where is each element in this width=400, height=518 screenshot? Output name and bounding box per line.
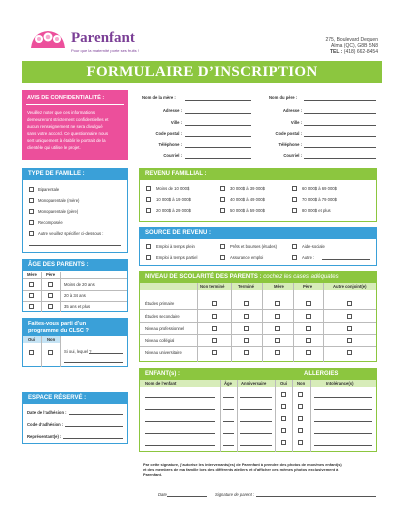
schooling-checkbox[interactable]	[306, 301, 311, 306]
consent-line: et des membres de ma famille lors des différents ateliers et d’afficher ces mêmes photos exclusivement à	[143, 467, 339, 472]
schooling-checkbox[interactable]	[347, 350, 352, 355]
source-checkbox[interactable]	[292, 244, 297, 249]
schooling-checkbox[interactable]	[306, 338, 311, 343]
allergy-yes-checkbox[interactable]	[281, 440, 286, 445]
income-label: 50 000$ à 59 000$	[230, 208, 265, 213]
schooling-checkbox[interactable]	[306, 350, 311, 355]
source-checkbox[interactable]	[220, 244, 225, 249]
father-name-label: Nom du père :	[269, 95, 298, 100]
mother-phone-label: Téléphone :	[158, 142, 182, 147]
schooling-checkbox[interactable]	[244, 314, 249, 319]
income-checkbox[interactable]	[146, 186, 151, 191]
child-age-field[interactable]	[223, 445, 234, 446]
father-address-label: Adresse :	[282, 108, 302, 113]
notice-line: aucun renseignement ne sera divulgué	[27, 124, 103, 129]
source-label: Emploi à temps plein	[156, 244, 195, 249]
age-father-header: Père	[46, 272, 56, 277]
schooling-checkbox[interactable]	[275, 301, 280, 306]
allergy-no-checkbox[interactable]	[298, 428, 303, 433]
child-name-field[interactable]	[145, 433, 215, 434]
father-address-field[interactable]	[304, 113, 376, 114]
child-name-field[interactable]	[145, 397, 215, 398]
schooling-checkbox[interactable]	[244, 301, 249, 306]
allergy-yes-checkbox[interactable]	[281, 404, 286, 409]
source-label: Aide-sociale	[302, 244, 325, 249]
mother-address-field[interactable]	[185, 113, 251, 114]
family-type-panel	[22, 168, 128, 253]
source-checkbox[interactable]	[220, 255, 225, 260]
phone-label: TEL :	[329, 49, 343, 55]
child-birthday-field[interactable]	[240, 433, 272, 434]
children-col-header: Oui	[280, 381, 287, 386]
clsc-panel	[22, 318, 128, 367]
income-label: 80 000$ et plus	[302, 208, 331, 213]
schooling-checkbox[interactable]	[212, 301, 217, 306]
reserved-field-label: Code d’adhésion :	[27, 422, 64, 427]
schooling-checkbox[interactable]	[212, 326, 217, 331]
children-col-header: Anniversaire	[241, 381, 267, 386]
mother-city-label: Ville :	[170, 120, 182, 125]
children-panel	[139, 368, 377, 452]
age-father-checkbox[interactable]	[48, 282, 53, 287]
intolerance-field[interactable]	[314, 397, 372, 398]
clsc-which-field[interactable]	[89, 353, 123, 354]
schooling-checkbox[interactable]	[306, 326, 311, 331]
schooling-col-header: Père	[303, 284, 313, 289]
schooling-checkbox[interactable]	[347, 301, 352, 306]
schooling-row-label: Études primaire	[145, 301, 175, 306]
source-checkbox[interactable]	[146, 255, 151, 260]
children-col-header: Âge	[224, 381, 232, 386]
schooling-panel	[139, 271, 377, 362]
schooling-row-label: Niveau collégial	[145, 338, 175, 343]
title-banner	[22, 61, 382, 83]
family-option-checkbox[interactable]	[29, 231, 34, 236]
age-option-label: 20 à 34 ans	[64, 293, 86, 298]
mother-name-field[interactable]	[185, 100, 251, 101]
schooling-col-header: Mère	[274, 284, 284, 289]
age-option-label: 35 ans et plus	[64, 304, 91, 309]
confidentiality-notice	[22, 90, 128, 160]
father-email-field[interactable]	[304, 158, 376, 159]
children-col-header: Nom de l’enfant	[145, 381, 177, 386]
father-name-field[interactable]	[304, 100, 376, 101]
mother-postal-field[interactable]	[185, 136, 251, 137]
source-label: Emploi à temps partiel	[156, 255, 198, 260]
father-city-label: Ville :	[290, 120, 302, 125]
allergy-no-checkbox[interactable]	[298, 392, 303, 397]
consent-text	[143, 462, 378, 477]
family-option-label: Biparentale	[38, 187, 60, 192]
father-phone-field[interactable]	[304, 147, 376, 148]
family-option-checkbox[interactable]	[29, 198, 34, 203]
schooling-checkbox[interactable]	[244, 338, 249, 343]
intolerance-field[interactable]	[314, 433, 372, 434]
schooling-row-label: Niveau universitaire	[145, 350, 182, 355]
logo-text: Parenfant	[71, 30, 135, 46]
source-checkbox[interactable]	[292, 255, 297, 260]
intolerance-field[interactable]	[314, 445, 372, 446]
family-option-label: Monoparentale (mère)	[38, 198, 80, 203]
reserved-date-field[interactable]	[69, 414, 123, 415]
mother-email-label: Courriel :	[163, 153, 182, 158]
age-mother-checkbox[interactable]	[29, 282, 34, 287]
intolerance-field[interactable]	[314, 421, 372, 422]
income-label: Moins de 10 000$	[156, 186, 190, 191]
child-age-field[interactable]	[223, 433, 234, 434]
notice-body	[22, 101, 128, 151]
source-label: Autre :	[302, 255, 315, 260]
child-name-field[interactable]	[145, 445, 215, 446]
age-mother-header: Mère	[27, 272, 37, 277]
children-col-header: Intolérance(s)	[326, 381, 354, 386]
allergy-no-checkbox[interactable]	[298, 416, 303, 421]
age-father-checkbox[interactable]	[48, 293, 53, 298]
clsc-yes-header: Oui	[28, 337, 35, 342]
signature-label: Signature de parent :	[215, 492, 255, 497]
family-option-checkbox[interactable]	[29, 187, 34, 192]
schooling-checkbox[interactable]	[275, 314, 280, 319]
father-postal-field[interactable]	[304, 136, 376, 137]
income-label: 40 000$ à 49 000$	[230, 197, 265, 202]
family-logo-icon	[27, 28, 69, 50]
schooling-checkbox[interactable]	[275, 338, 280, 343]
age-mother-checkbox[interactable]	[29, 304, 34, 309]
child-birthday-field[interactable]	[240, 421, 272, 422]
source-checkbox[interactable]	[146, 244, 151, 249]
schooling-checkbox[interactable]	[347, 338, 352, 343]
income-checkbox[interactable]	[220, 197, 225, 202]
date-field[interactable]	[167, 496, 207, 497]
family-option-label: Autre veuillez spécifier ci-dessous :	[38, 231, 104, 236]
mother-address-label: Adresse :	[162, 108, 182, 113]
income-title: REVENU FAMILLIAL :	[140, 169, 376, 180]
income-checkbox[interactable]	[146, 197, 151, 202]
mother-phone-field[interactable]	[185, 147, 251, 148]
schooling-checkbox[interactable]	[212, 350, 217, 355]
income-checkbox[interactable]	[292, 186, 297, 191]
schooling-checkbox[interactable]	[212, 338, 217, 343]
page-title: FORMULAIRE D’INSCRIPTION	[86, 64, 318, 80]
age-mother-checkbox[interactable]	[29, 293, 34, 298]
notice-line: sans votre accord. Ce questionnaire nous	[27, 131, 109, 136]
parent-age-panel	[22, 259, 128, 312]
income-label: 30 000$ à 39 000$	[230, 186, 265, 191]
schooling-checkbox[interactable]	[275, 350, 280, 355]
income-source-panel	[139, 227, 377, 266]
schooling-checkbox[interactable]	[347, 314, 352, 319]
schooling-checkbox[interactable]	[275, 326, 280, 331]
father-email-label: Courriel :	[283, 153, 302, 158]
child-name-field[interactable]	[145, 421, 215, 422]
child-name-field[interactable]	[145, 409, 215, 410]
mother-email-field[interactable]	[185, 158, 251, 159]
signature-field[interactable]	[256, 496, 376, 497]
notice-line: Veuillez noter que ces informations	[27, 110, 96, 115]
notice-line: demeureront strictement confidentielles et	[27, 117, 109, 122]
child-age-field[interactable]	[223, 397, 234, 398]
clsc-which-label: Si oui, lequel ?	[64, 349, 92, 354]
schooling-checkbox[interactable]	[244, 350, 249, 355]
income-source-title: SOURCE DE REVENU :	[140, 228, 376, 239]
family-other-field[interactable]	[29, 245, 121, 246]
schooling-col-header: Autre conjoint(e)	[333, 284, 367, 289]
income-panel	[139, 168, 377, 222]
reserved-field-label: Représentant(e) :	[27, 434, 62, 439]
date-label: Date	[158, 492, 167, 497]
father-phone-label: Téléphone :	[278, 142, 302, 147]
family-option-label: Recomposée	[38, 220, 63, 225]
schooling-checkbox[interactable]	[212, 314, 217, 319]
logo-tagline: Pour que la maternité porte ses fruits !	[71, 48, 139, 53]
schooling-subtitle: cochez les cases adéquates	[263, 274, 339, 280]
reserved-code-field[interactable]	[65, 426, 123, 427]
consent-line: Par cette signature, j’autorise les intervenants(es) de Parenfant à prendre des photos de mon/mes enfant(s)	[143, 462, 342, 467]
child-birthday-field[interactable]	[240, 397, 272, 398]
income-label: 70 000$ à 79 000$	[302, 197, 337, 202]
clsc-title-line: Faites-vous parti d’un	[28, 321, 87, 327]
allergy-yes-checkbox[interactable]	[281, 392, 286, 397]
phone-number: (418) 662-8454	[343, 49, 378, 55]
reserved-field-label: Date de l’adhésion :	[27, 410, 67, 415]
age-option-label: Moins de 20 ans	[64, 282, 95, 287]
allergies-title: ALLERGIES	[304, 371, 339, 377]
source-label: Prêts et bourses (études)	[230, 244, 278, 249]
children-title: ENFANT(s) :	[140, 369, 376, 380]
schooling-row-label: Études secondaire	[145, 314, 180, 319]
mother-postal-label: Code postal :	[155, 131, 182, 136]
clsc-yes-checkbox[interactable]	[29, 350, 34, 355]
clsc-title-line: programme du CLSC ?	[28, 328, 89, 334]
notice-title: AVIS DE CONFIDENTIALITÉ :	[27, 95, 105, 101]
source-other-field[interactable]	[322, 259, 370, 260]
family-option-label: Monoparentale (père)	[38, 209, 79, 214]
consent-line: Parenfant.	[143, 472, 163, 477]
schooling-checkbox[interactable]	[244, 326, 249, 331]
income-checkbox[interactable]	[146, 208, 151, 213]
schooling-col-header: Non terminé	[200, 284, 225, 289]
income-checkbox[interactable]	[292, 197, 297, 202]
father-postal-label: Code postal :	[275, 131, 302, 136]
schooling-title: NIVEAU DE SCOLARITÉ DES PARENTS :	[145, 274, 262, 280]
income-checkbox[interactable]	[220, 186, 225, 191]
income-label: 20 000$ à 29 000$	[156, 208, 191, 213]
child-age-field[interactable]	[223, 409, 234, 410]
reserved-panel	[22, 392, 128, 444]
child-birthday-field[interactable]	[240, 445, 272, 446]
clsc-no-checkbox[interactable]	[48, 350, 53, 355]
child-age-field[interactable]	[223, 421, 234, 422]
schooling-col-header: Terminé	[238, 284, 254, 289]
logo	[27, 28, 69, 50]
family-option-checkbox[interactable]	[29, 209, 34, 214]
age-father-checkbox[interactable]	[48, 304, 53, 309]
address-line-1: 275, Boulevard Dequen	[325, 37, 378, 43]
family-type-title: TYPE DE FAMILLE :	[23, 169, 127, 180]
notice-line: clientèle qui utilise le projet.	[27, 145, 81, 150]
reserved-title: ESPACE RÉSERVÉ :	[23, 393, 127, 404]
schooling-checkbox[interactable]	[306, 314, 311, 319]
child-birthday-field[interactable]	[240, 409, 272, 410]
children-col-header: Non	[297, 381, 306, 386]
schooling-row-label: Niveau professionnel	[145, 326, 185, 331]
parent-info	[134, 92, 386, 162]
schooling-title-bar	[140, 272, 376, 283]
father-city-field[interactable]	[304, 125, 376, 126]
allergy-yes-checkbox[interactable]	[281, 416, 286, 421]
family-option-checkbox[interactable]	[29, 220, 34, 225]
parent-age-title: ÂGE DES PARENTS :	[23, 260, 127, 271]
reserved-rep-field[interactable]	[63, 438, 123, 439]
allergy-no-checkbox[interactable]	[298, 404, 303, 409]
clsc-no-header: Non	[47, 337, 56, 342]
intolerance-field[interactable]	[314, 409, 372, 410]
mother-name-label: Nom de la mère :	[142, 95, 176, 100]
allergy-no-checkbox[interactable]	[298, 440, 303, 445]
schooling-checkbox[interactable]	[347, 326, 352, 331]
phone-line	[330, 49, 378, 55]
income-checkbox[interactable]	[292, 208, 297, 213]
source-label: Assurance emploi	[230, 255, 264, 260]
income-label: 60 000$ à 69 000$	[302, 186, 337, 191]
mother-city-field[interactable]	[185, 125, 251, 126]
clsc-which-field-2[interactable]	[64, 362, 123, 363]
income-label: 10 000$ à 19 000$	[156, 197, 191, 202]
notice-line: sert uniquement à établir le portrait de la	[27, 138, 106, 143]
address-line-2: Alma (QC), G8B 5N8	[331, 43, 378, 49]
allergy-yes-checkbox[interactable]	[281, 428, 286, 433]
clsc-title-bar	[23, 319, 127, 336]
income-checkbox[interactable]	[220, 208, 225, 213]
